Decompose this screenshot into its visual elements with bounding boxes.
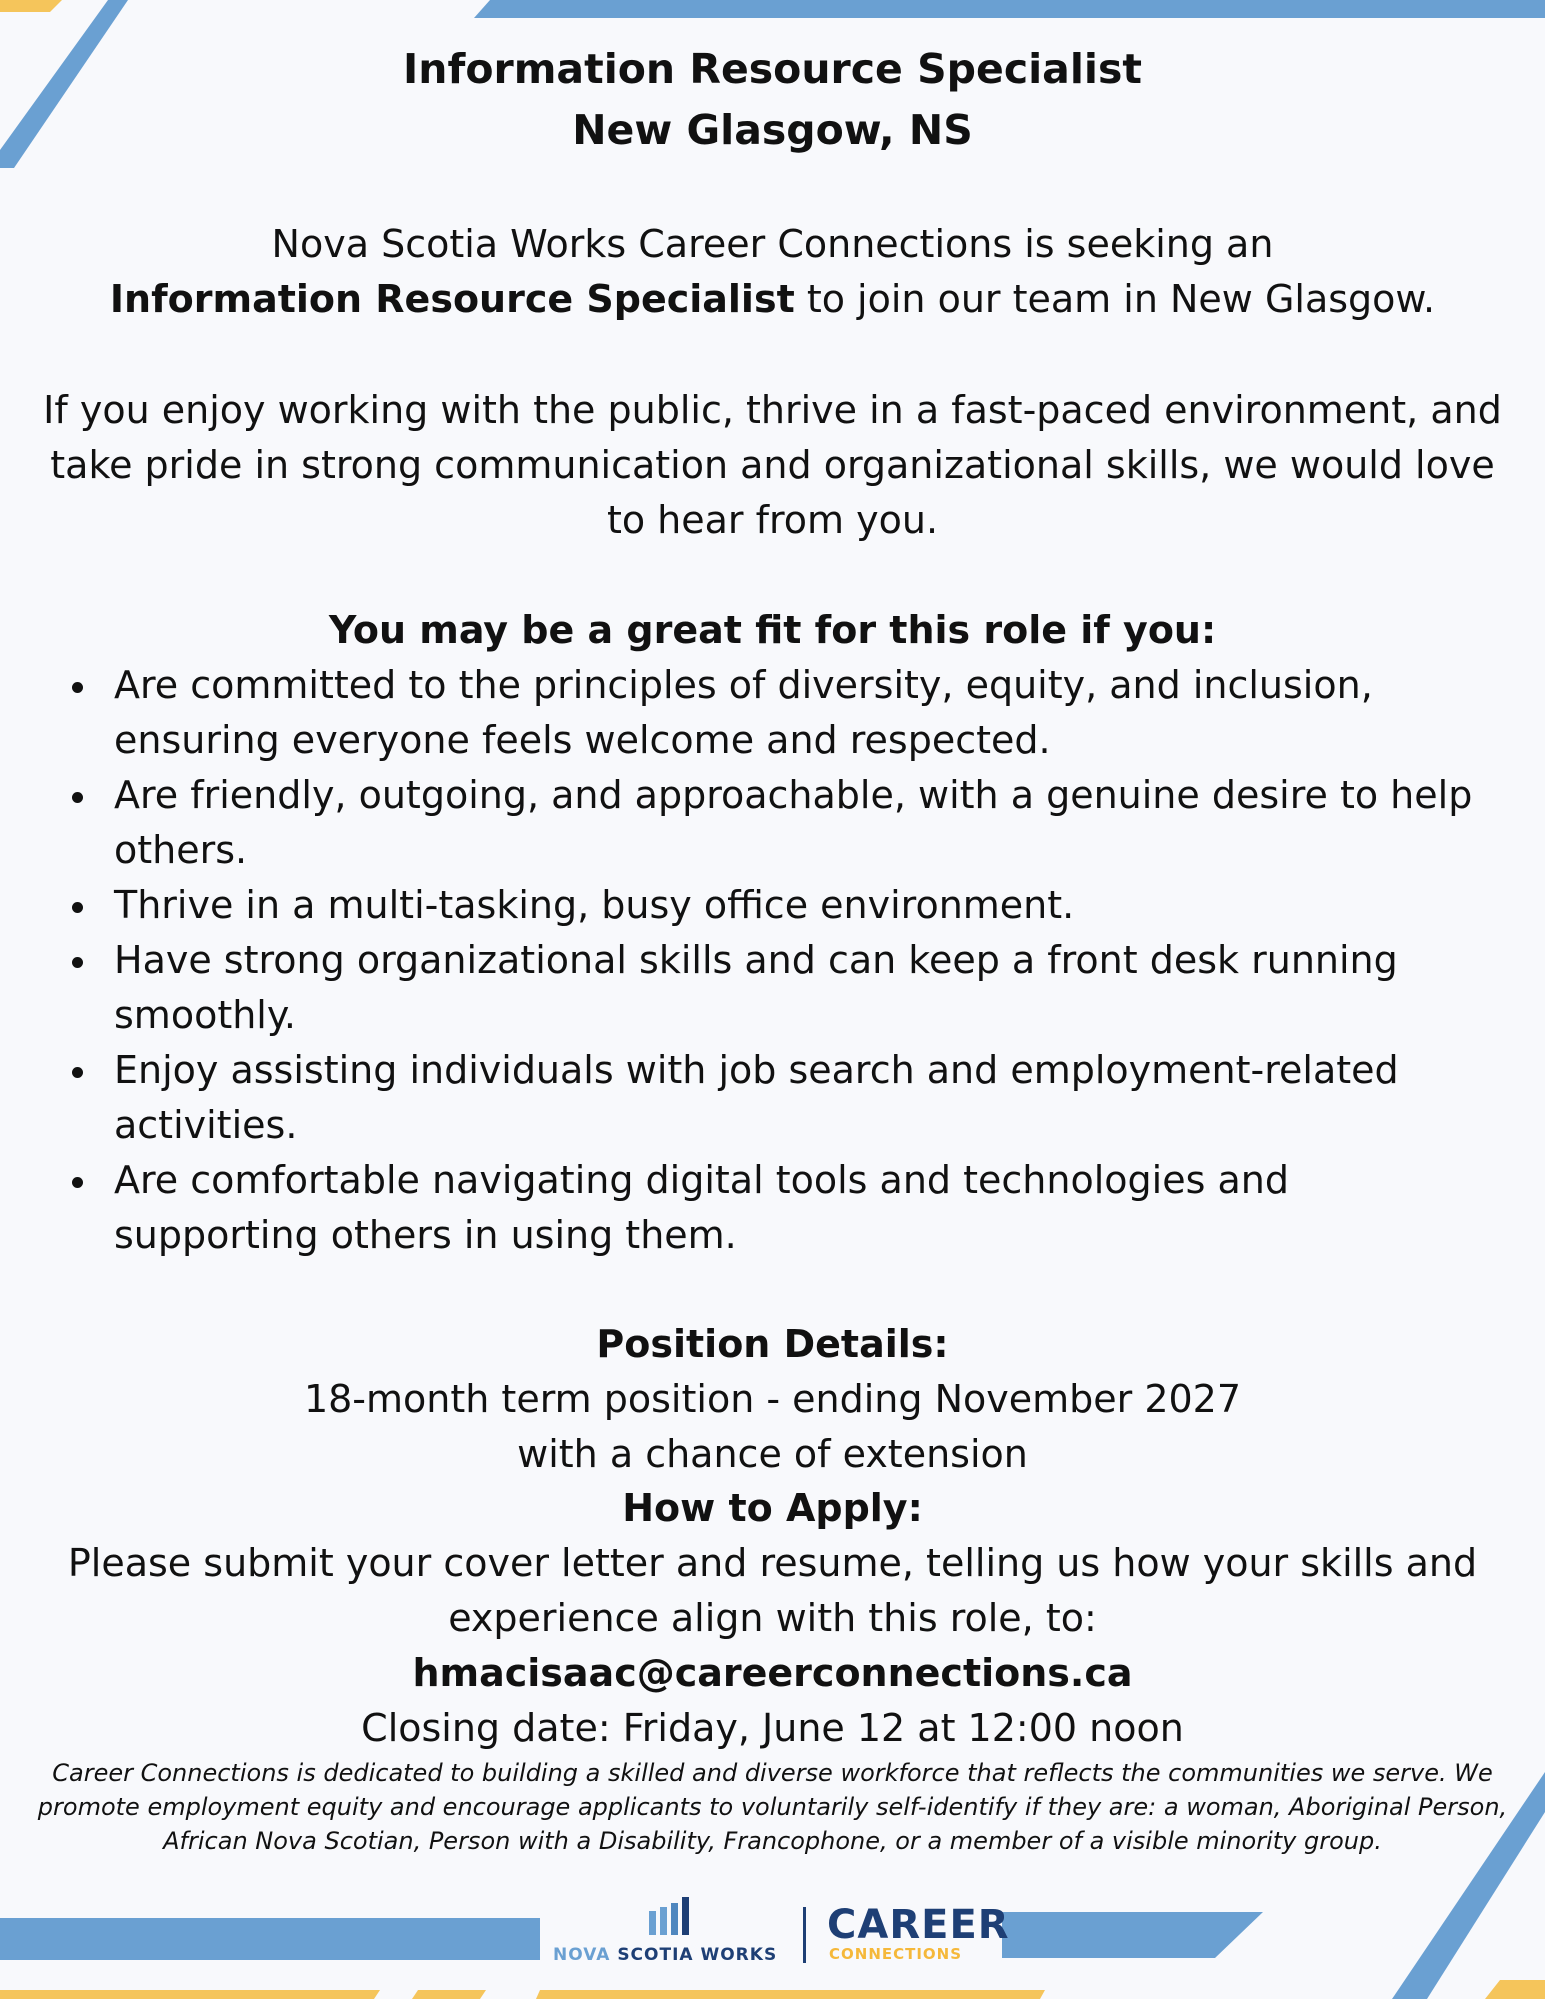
intro-bold-role: Information Resource Specialist	[109, 277, 795, 321]
list-item: Thrive in a multi-tasking, busy office environment.	[60, 878, 1500, 933]
top-right-blue-bar	[474, 0, 1545, 18]
footer-logos	[545, 1895, 1010, 1975]
closing-date: Closing date: Friday, June 12 at 12:00 noon	[361, 1706, 1184, 1750]
equity-statement: Career Connections is dedicated to building a skilled and diverse workforce that reflects the communities we serve. We promote employment equity and encourage applicants to voluntarily self-identify if they are: a woman, Aboriginal Person, African Nova Scotian, Person with a Disability, Francophone, or a member of a visible minority group.	[37, 1759, 1508, 1855]
bottom-left-yellow-stripe	[0, 1990, 380, 1999]
list-item: Enjoy assisting individuals with job search and employment-related activities.	[60, 1043, 1500, 1153]
bottom-center-yellow-stripe	[536, 1990, 1045, 1999]
position-details-heading: Position Details:	[596, 1322, 949, 1366]
career-connections-logo-subtitle: CONNECTIONS	[829, 1945, 963, 1963]
nova-scotia-works-logo-icon	[649, 1897, 693, 1937]
list-item: Are committed to the principles of diversity, equity, and inclusion, ensuring everyone feels welcome and respected.	[60, 658, 1500, 768]
bottom-right-blue-bar	[1002, 1912, 1263, 1958]
list-item: Have strong organizational skills and can keep a front desk running smoothly.	[60, 933, 1500, 1043]
career-connections-logo: CAREER	[827, 1902, 1010, 1948]
bottom-middle-yellow-stripe	[412, 1990, 486, 1999]
bottom-left-blue-bar	[0, 1918, 540, 1960]
intro-line1: Nova Scotia Works Career Connections is seeking an	[271, 222, 1274, 266]
enjoy-paragraph: If you enjoy working with the public, thrive in a fast-paced environment, and take pride in strong communication and organizational skills, we would love to hear from you.	[43, 388, 1502, 542]
intro-paragraph	[30, 217, 1515, 327]
how-to-apply-text: Please submit your cover letter and resume, telling us how your skills and experience align with this role, to:	[67, 1541, 1478, 1640]
list-item: Are friendly, outgoing, and approachable, with a genuine desire to help others.	[60, 768, 1500, 878]
apply-email-link[interactable]: hmacisaac@careerconnections.ca	[412, 1651, 1133, 1695]
fit-list	[60, 658, 1500, 1263]
how-to-apply-heading: How to Apply:	[622, 1486, 923, 1530]
position-extension: with a chance of extension	[517, 1432, 1028, 1476]
top-left-yellow-stripe	[0, 0, 62, 12]
intro-line2: to join our team in New Glasgow.	[794, 277, 1436, 321]
list-item: Are comfortable navigating digital tools and technologies and supporting others in using them.	[60, 1153, 1500, 1263]
bottom-right-yellow-stripe	[1485, 1980, 1545, 1999]
fit-heading: You may be a great fit for this role if you:	[328, 608, 1217, 652]
job-location: New Glasgow, NS	[572, 106, 973, 154]
logo-divider	[803, 1907, 806, 1963]
position-term: 18-month term position - ending November 2027	[303, 1377, 1242, 1421]
job-title: Information Resource Specialist	[403, 45, 1142, 93]
nova-scotia-works-logo: NOVA SCOTIA WORKS	[553, 1945, 778, 1965]
